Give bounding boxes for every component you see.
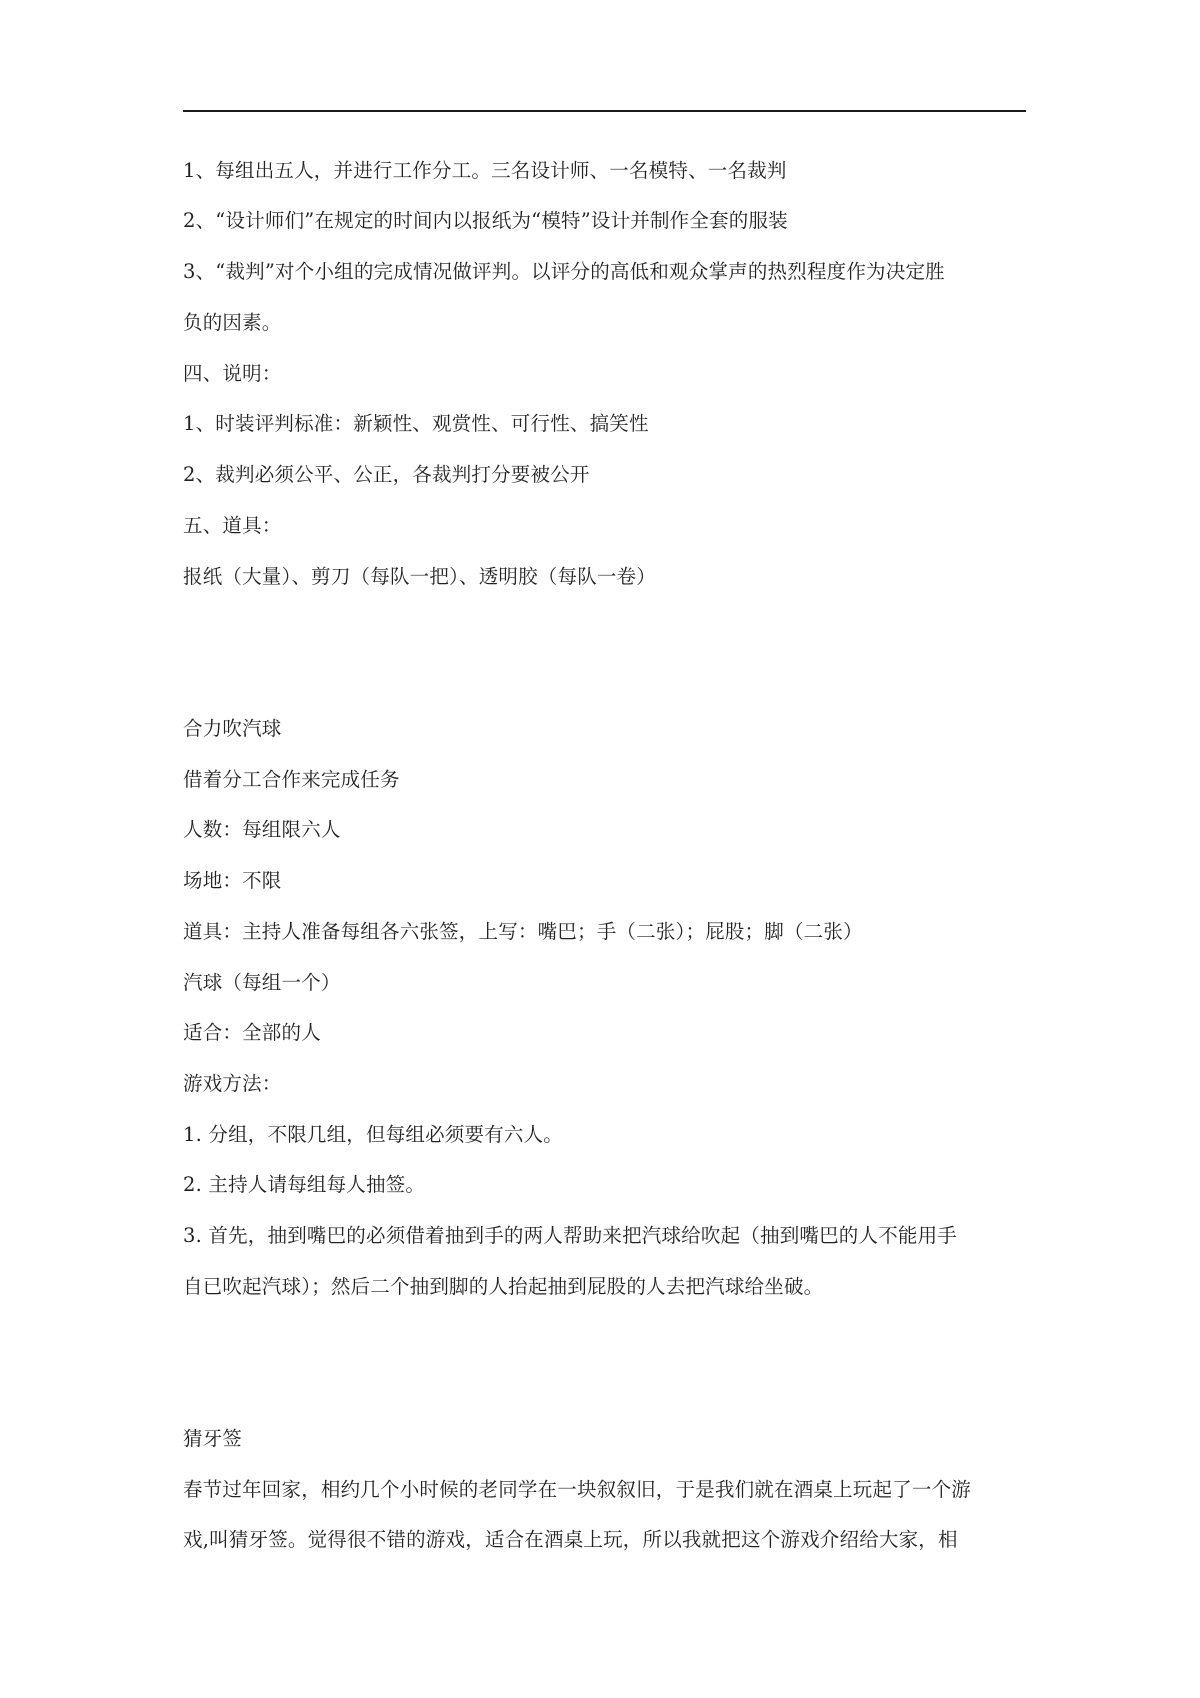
section-heading-props: 五、道具： [183, 514, 282, 537]
toothpick-intro-line-2: 戏,叫猜牙签。觉得很不错的游戏，适合在酒桌上玩，所以我就把这个游戏介绍给大家，相 [183, 1528, 958, 1551]
game-venue: 场地：不限 [183, 869, 282, 892]
method-step-1: 1. 分组，不限几组，但每组必须要有六人。 [183, 1123, 564, 1146]
section-heading-notes: 四、说明： [183, 362, 282, 385]
method-step-2: 2. 主持人请每组每人抽签。 [183, 1173, 426, 1196]
note-item-2: 2、裁判必须公平、公正，各裁判打分要被公开 [183, 463, 590, 486]
game-title-balloon: 合力吹汽球 [183, 717, 282, 740]
game-subtitle: 借着分工合作来完成任务 [183, 768, 400, 791]
rule-item-1: 1、每组出五人，并进行工作分工。三名设计师、一名模特、一名裁判 [183, 159, 787, 182]
header-rule [183, 110, 1026, 112]
rule-item-2: 2、“设计师们”在规定的时间内以报纸为“模特”设计并制作全套的服装 [183, 209, 788, 232]
game-title-toothpick: 猜牙签 [183, 1427, 243, 1450]
note-item-1: 1、时装评判标准：新颖性、观赏性、可行性、搞笑性 [183, 412, 649, 435]
game-suitable: 适合：全部的人 [183, 1021, 321, 1044]
game-props: 道具：主持人准备每组各六张签，上写：嘴巴；手（二张）；屁股；脚（二张） [183, 920, 863, 943]
game-balloon-props: 汽球（每组一个） [183, 971, 341, 994]
method-step-3: 3. 首先，抽到嘴巴的必须借着抽到手的两人帮助来把汽球给吹起（抽到嘴巴的人不能用手 [183, 1224, 958, 1247]
rule-item-3: 3、“裁判”对个小组的完成情况做评判。以评分的高低和观众掌声的热烈程度作为决定胜 [183, 260, 945, 283]
game-players: 人数：每组限六人 [183, 818, 341, 841]
game-method-heading: 游戏方法： [183, 1072, 282, 1095]
method-step-3-cont: 自已吹起汽球）；然后二个抽到脚的人抬起抽到屁股的人去把汽球给坐破。 [183, 1275, 824, 1298]
props-list: 报纸（大量）、剪刀（每队一把）、透明胶（每队一卷） [183, 565, 657, 588]
rule-item-3-cont: 负的因素。 [183, 311, 282, 334]
toothpick-intro-line-1: 春节过年回家，相约几个小时候的老同学在一块叙叙旧，于是我们就在酒桌上玩起了一个游 [183, 1478, 972, 1501]
